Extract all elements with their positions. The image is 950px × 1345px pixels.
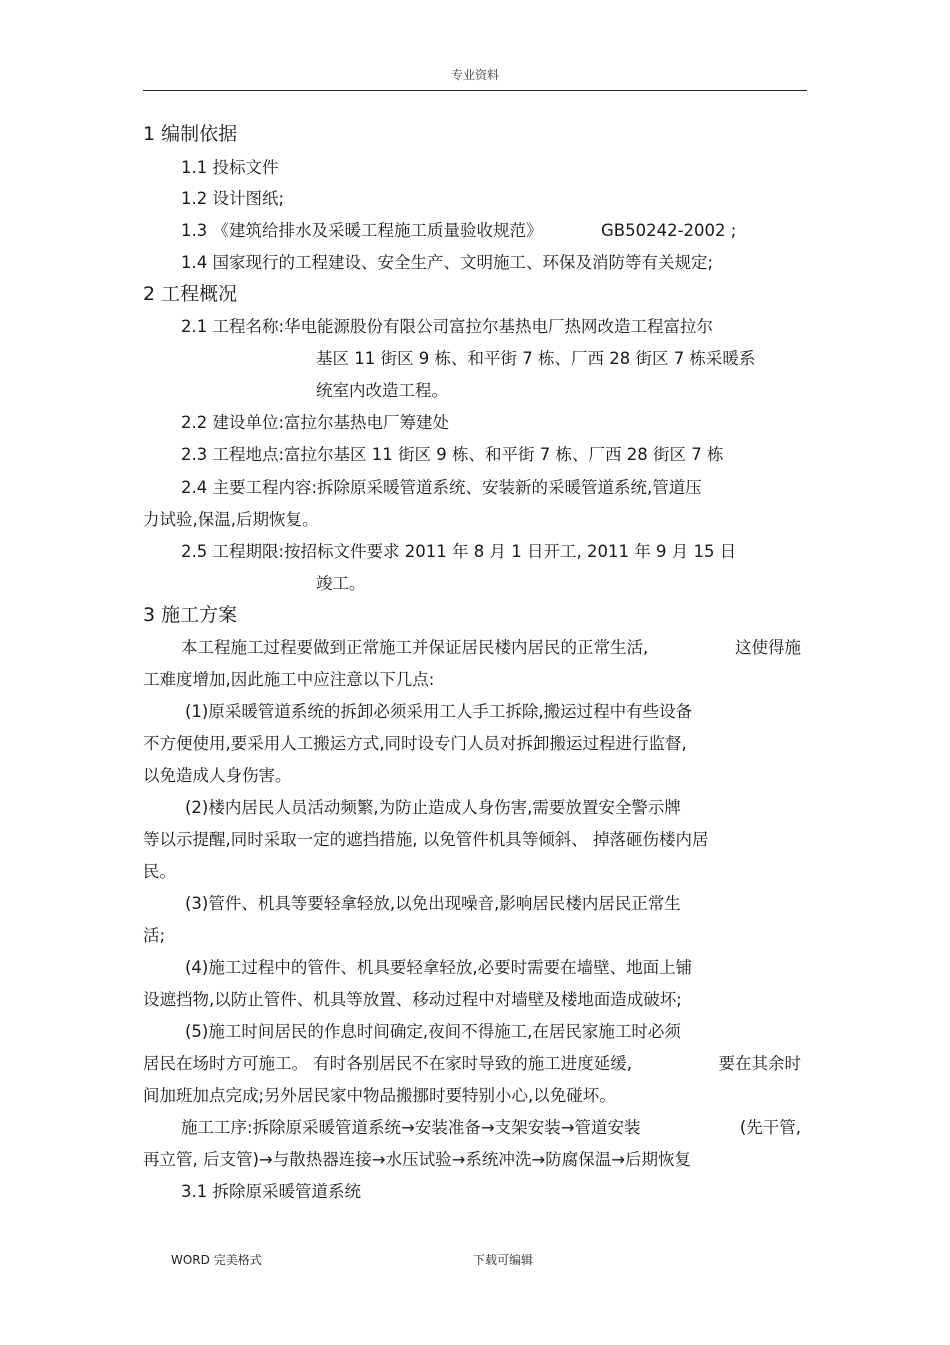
item-1-3-code: GB50242-2002 ; (601, 221, 737, 240)
content-line-1: 2.4 主要工程内容:拆除原采暖管道系统、安装新的采暖管道系统,管道压 (181, 478, 702, 497)
page-header: 专业资料 (450, 68, 499, 82)
header-rule (143, 90, 807, 91)
intro-line-1 (181, 637, 801, 659)
project-name-line-1: 2.1 工程名称:华电能源股份有限公司富拉尔基热电厂热网改造工程富拉尔 (181, 317, 714, 336)
point-5-line-3: 间加班加点完成;另外居民家中物品搬挪时要特别小心,以免碰坏。 (143, 1086, 616, 1105)
point-1-line-3: 以免造成人身伤害。 (143, 766, 292, 785)
point-5-line-1: (5)施工时间居民的作息时间确定,夜间不得施工,在居民家施工时必须 (185, 1022, 681, 1041)
point-3-line-2: 活; (143, 926, 166, 945)
point-1-line-1: (1)原采暖管道系统的拆卸必须采用工人手工拆除,搬运过程中有些设备 (185, 702, 693, 721)
procedure-line-1-main: 施工工序:拆除原采暖管道系统→安装准备→支架安装→管道安装 (181, 1118, 641, 1137)
point-5-line-2-tail: 要在其余时 (718, 1054, 801, 1073)
section-3-title: 3 施工方案 (143, 604, 238, 626)
point-4-line-2: 设遮挡物,以防止管件、机具等放置、移动过程中对墙壁及楼地面造成破坏; (143, 990, 682, 1009)
builder: 2.2 建设单位:富拉尔基热电厂筹建处 (181, 413, 450, 432)
intro-line-2: 工难度增加,因此施工中应注意以下几点: (143, 670, 435, 689)
footer-left: WORD 完美格式 (171, 1253, 262, 1267)
point-2-line-2: 等以示提醒,同时采取一定的遮挡措施, 以免管件机具等倾斜、 掉落砸伤楼内居 (143, 830, 709, 849)
item-1-2: 1.2 设计图纸; (181, 189, 285, 208)
point-2-line-3: 民。 (143, 862, 176, 881)
project-name-line-2: 基区 11 街区 9 栋、和平街 7 栋、厂西 28 街区 7 栋采暖系 (316, 349, 756, 368)
intro-line-1-main: 本工程施工过程要做到正常施工并保证居民楼内居民的正常生活, (181, 638, 649, 657)
procedure-line-1 (181, 1117, 801, 1139)
point-3-line-1: (3)管件、机具等要轻拿轻放,以免出现噪音,影响居民楼内居民正常生 (185, 894, 681, 913)
content-line-2: 力试验,保温,后期恢复。 (143, 510, 319, 529)
location: 2.3 工程地点:富拉尔基区 11 街区 9 栋、和平街 7 栋、厂西 28 街区 7 栋 (181, 445, 724, 464)
procedure-line-2: 再立管, 后支管)→与散热器连接→水压试验→系统冲洗→防腐保温→后期恢复 (143, 1150, 692, 1169)
intro-line-1-tail: 这使得施 (735, 638, 801, 657)
project-name-line-3: 统室内改造工程。 (316, 381, 448, 400)
item-1-3: 1.3 《建筑给排水及采暖工程施工质量验收规范》 (181, 221, 543, 240)
footer-right: 下载可编辑 (473, 1253, 534, 1267)
point-1-line-2: 不方便使用,要采用人工搬运方式,同时设专门人员对拆卸搬运过程进行监督, (143, 734, 687, 753)
point-2-line-1: (2)楼内居民人员活动频繁,为防止造成人身伤害,需要放置安全警示牌 (185, 798, 681, 817)
section-2-title: 2 工程概况 (143, 283, 238, 305)
procedure-line-1-tail: (先干管, (739, 1118, 801, 1137)
point-4-line-1: (4)施工过程中的管件、机具要轻拿轻放,必要时需要在墙壁、地面上铺 (185, 958, 693, 977)
period-line-2: 竣工。 (316, 574, 366, 593)
section-1-title: 1 编制依据 (143, 123, 238, 145)
point-5-line-2-main: 居民在场时方可施工。 有时各别居民不在家时导致的施工进度延缓, (143, 1054, 632, 1073)
item-1-4: 1.4 国家现行的工程建设、安全生产、文明施工、环保及消防等有关规定; (181, 253, 714, 272)
period-line-1: 2.5 工程期限:按招标文件要求 2011 年 8 月 1 日开工, 2011 年 9 月 15 日 (181, 542, 737, 561)
subsection-3-1: 3.1 拆除原采暖管道系统 (181, 1182, 361, 1201)
item-1-1: 1.1 投标文件 (181, 158, 279, 177)
point-5-line-2 (143, 1053, 801, 1075)
